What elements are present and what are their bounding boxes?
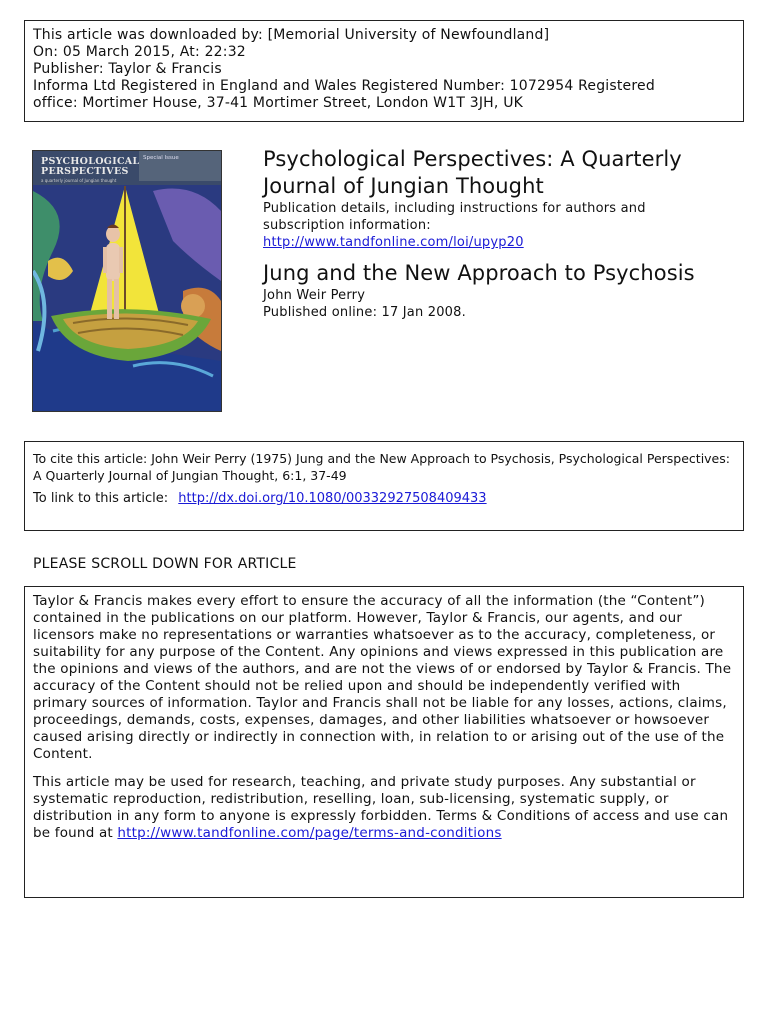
download-date-line: On: 05 March 2015, At: 22:32 <box>33 44 246 60</box>
cite-text: To cite this article: John Weir Perry (1975) Jung and the New Approach to Psychosis, Psychological Perspectives: A Quarterly Journal of Jungian Thought, 6:1, 37-49 <box>33 451 730 483</box>
download-line: This article was downloaded by: [Memorial University of Newfoundland] <box>33 27 550 43</box>
registration-line: Informa Ltd Registered in England and Wales Registered Number: 1072954 Registered <box>33 78 655 94</box>
citation-box <box>24 441 744 531</box>
scroll-note: PLEASE SCROLL DOWN FOR ARTICLE <box>33 556 297 572</box>
link-line <box>33 490 735 507</box>
cover-title: PSYCHOLOGICAL PERSPECTIVES <box>41 156 140 177</box>
article-title: Jung and the New Approach to Psychosis <box>263 261 695 285</box>
terms-link[interactable]: http://www.tandfonline.com/page/terms-and-conditions <box>117 825 502 841</box>
disclaimer-paragraph-1: Taylor & Francis makes every effort to ensure the accuracy of all the information (the “Content”) contained in the publications on our platform. However, Taylor & Francis, our agents, and our licensors make no representations or warranties whatsoever as to the accuracy, completeness, or suitability for any purpose of the Content. Any opinions and views expressed in this publication are the opinions and views of the authors, and are not the views of or endorsed by Taylor & Francis. The accuracy of the Content should not be relied upon and should be independently verified with primary sources of information. Taylor and Francis shall not be liable for any losses, actions, claims, proceedings, demands, costs, expenses, damages, and other liabilities whatsoever or howsoever caused arising directly or indirectly in connection with, in relation to or arising out of the use of the Content. <box>33 593 732 762</box>
doi-link[interactable]: http://dx.doi.org/10.1080/00332927508409433 <box>178 491 487 506</box>
publication-details: Publication details, including instructions for authors and subscription information: <box>263 201 646 233</box>
publisher-line: Publisher: Taylor & Francis <box>33 61 222 77</box>
journal-cover-image <box>32 150 222 412</box>
journal-url-link[interactable]: http://www.tandfonline.com/loi/upyp20 <box>263 235 524 250</box>
office-line: office: Mortimer House, 37-41 Mortimer Street, London W1T 3JH, UK <box>33 95 524 111</box>
cover-painting <box>33 151 221 411</box>
cover-subtitle: a quarterly journal of Jungian thought <box>41 178 117 183</box>
cover-panel-text: Special Issue <box>143 155 179 161</box>
disclaimer-paragraph-2 <box>33 774 735 842</box>
published-date: Published online: 17 Jan 2008. <box>263 305 466 320</box>
download-notice-box <box>24 20 744 122</box>
disclaimer-paragraph-2-text: This article may be used for research, teaching, and private study purposes. Any substantial or systematic reproduction, redistribution, reselling, loan, sub-licensing, systematic supply, or distribution in any form to anyone is expressly forbidden. Terms & Conditions of access and use can be found at <box>33 774 729 841</box>
article-author: John Weir Perry <box>263 288 366 303</box>
journal-info <box>263 146 753 321</box>
link-label: To link to this article: <box>33 491 169 506</box>
cover-panel <box>139 151 221 181</box>
disclaimer-box <box>24 586 744 898</box>
journal-title: Psychological Perspectives: A Quarterly Journal of Jungian Thought <box>263 147 682 198</box>
